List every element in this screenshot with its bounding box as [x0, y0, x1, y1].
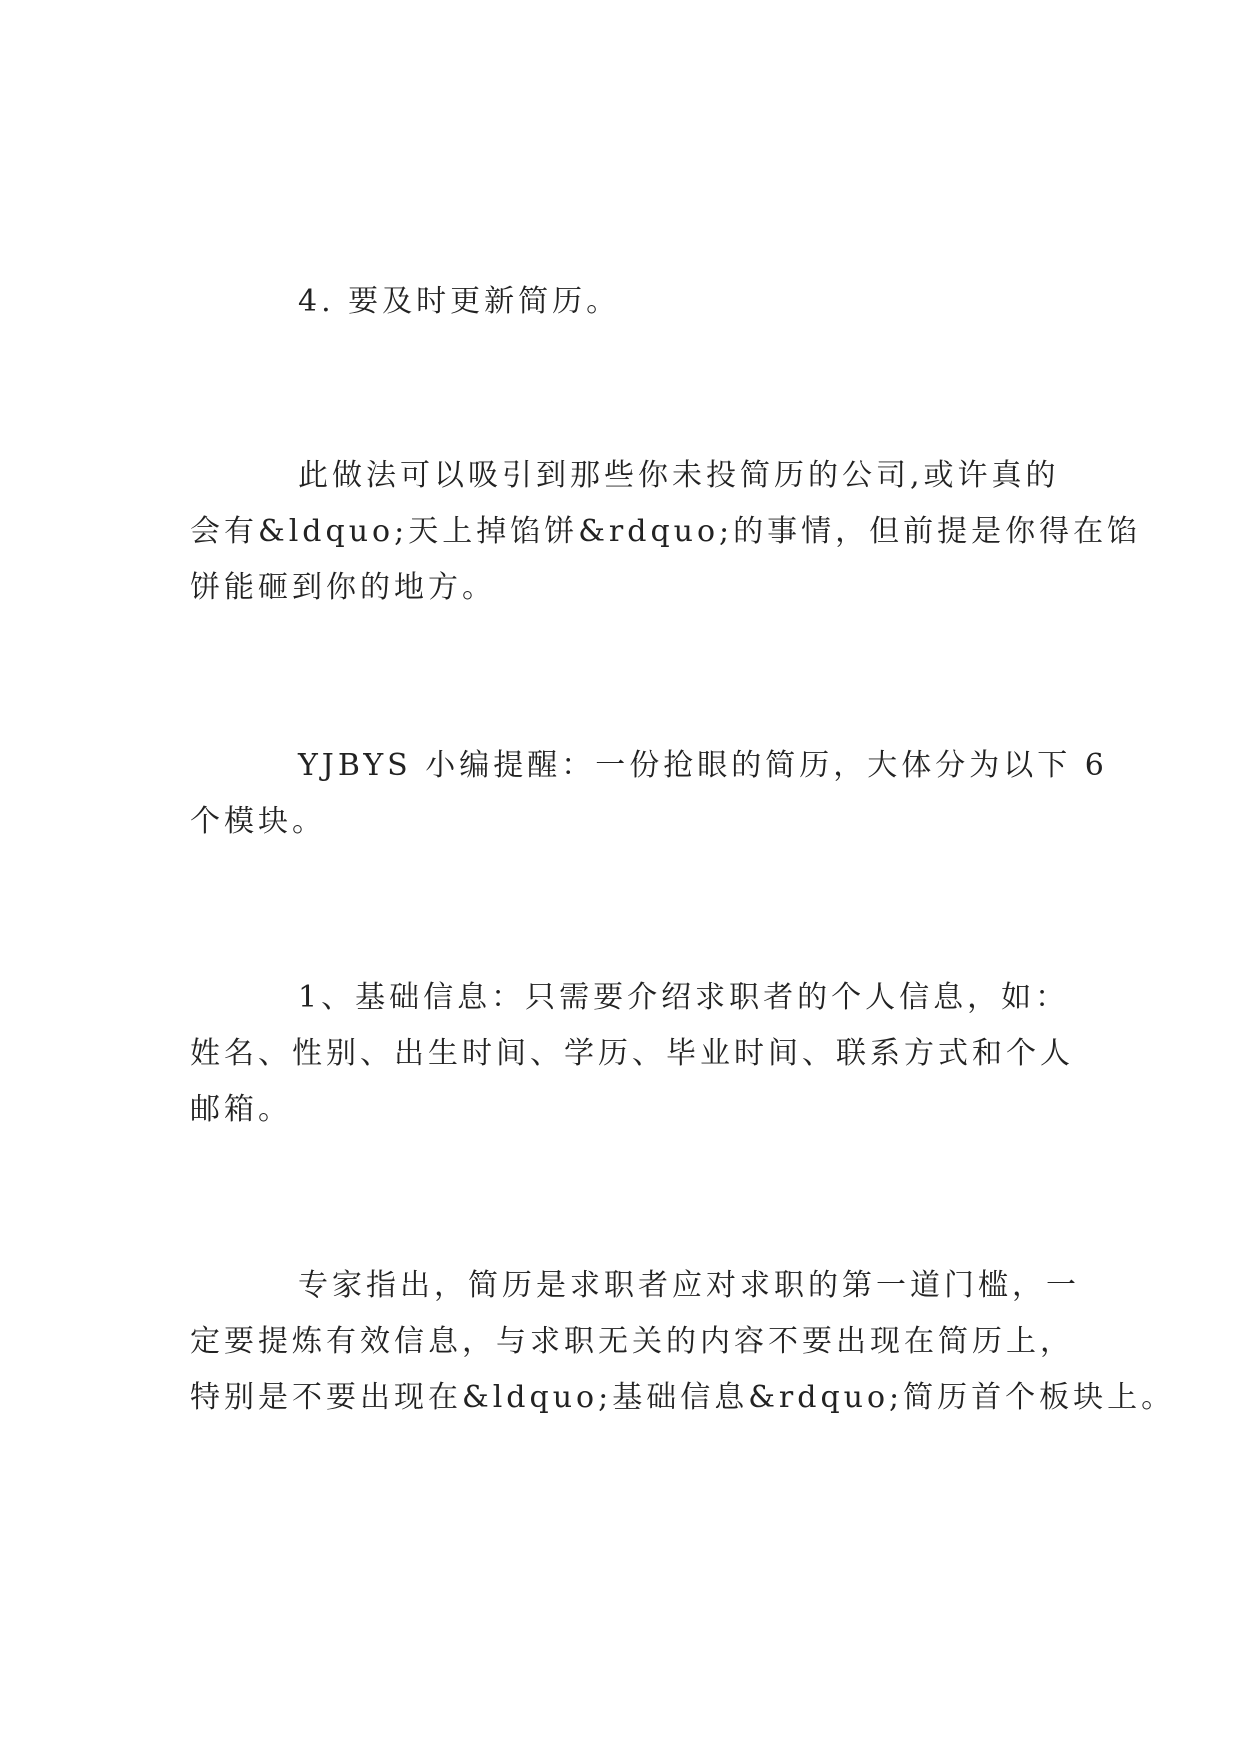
paragraph-1-line-1: 4. 要及时更新简历。	[298, 284, 621, 319]
paragraph-4-line-1: 1、基础信息：只需要介绍求职者的个人信息，如：	[298, 980, 1070, 1015]
paragraph-4-line-3: 邮箱。	[190, 1092, 292, 1127]
paragraph-5-line-3: 特别是不要出现在&ldquo;基础信息&rdquo;简历首个板块上。	[190, 1380, 1176, 1415]
paragraph-2-line-3: 饼能砸到你的地方。	[190, 570, 496, 605]
paragraph-5-line-2: 定要提炼有效信息，与求职无关的内容不要出现在简历上，	[190, 1324, 1074, 1359]
paragraph-2-line-2: 会有&ldquo;天上掉馅饼&rdquo;的事情，但前提是你得在馅	[190, 514, 1142, 549]
paragraph-3-line-1: YJBYS 小编提醒：一份抢眼的简历，大体分为以下 6	[298, 748, 1108, 783]
paragraph-2-line-1: 此做法可以吸引到那些你未投简历的公司,或许真的	[298, 458, 1060, 493]
paragraph-3-line-2: 个模块。	[190, 804, 326, 839]
paragraph-5-line-1: 专家指出，简历是求职者应对求职的第一道门槛，一	[298, 1268, 1080, 1303]
paragraph-4-line-2: 姓名、性别、出生时间、学历、毕业时间、联系方式和个人	[190, 1036, 1074, 1071]
